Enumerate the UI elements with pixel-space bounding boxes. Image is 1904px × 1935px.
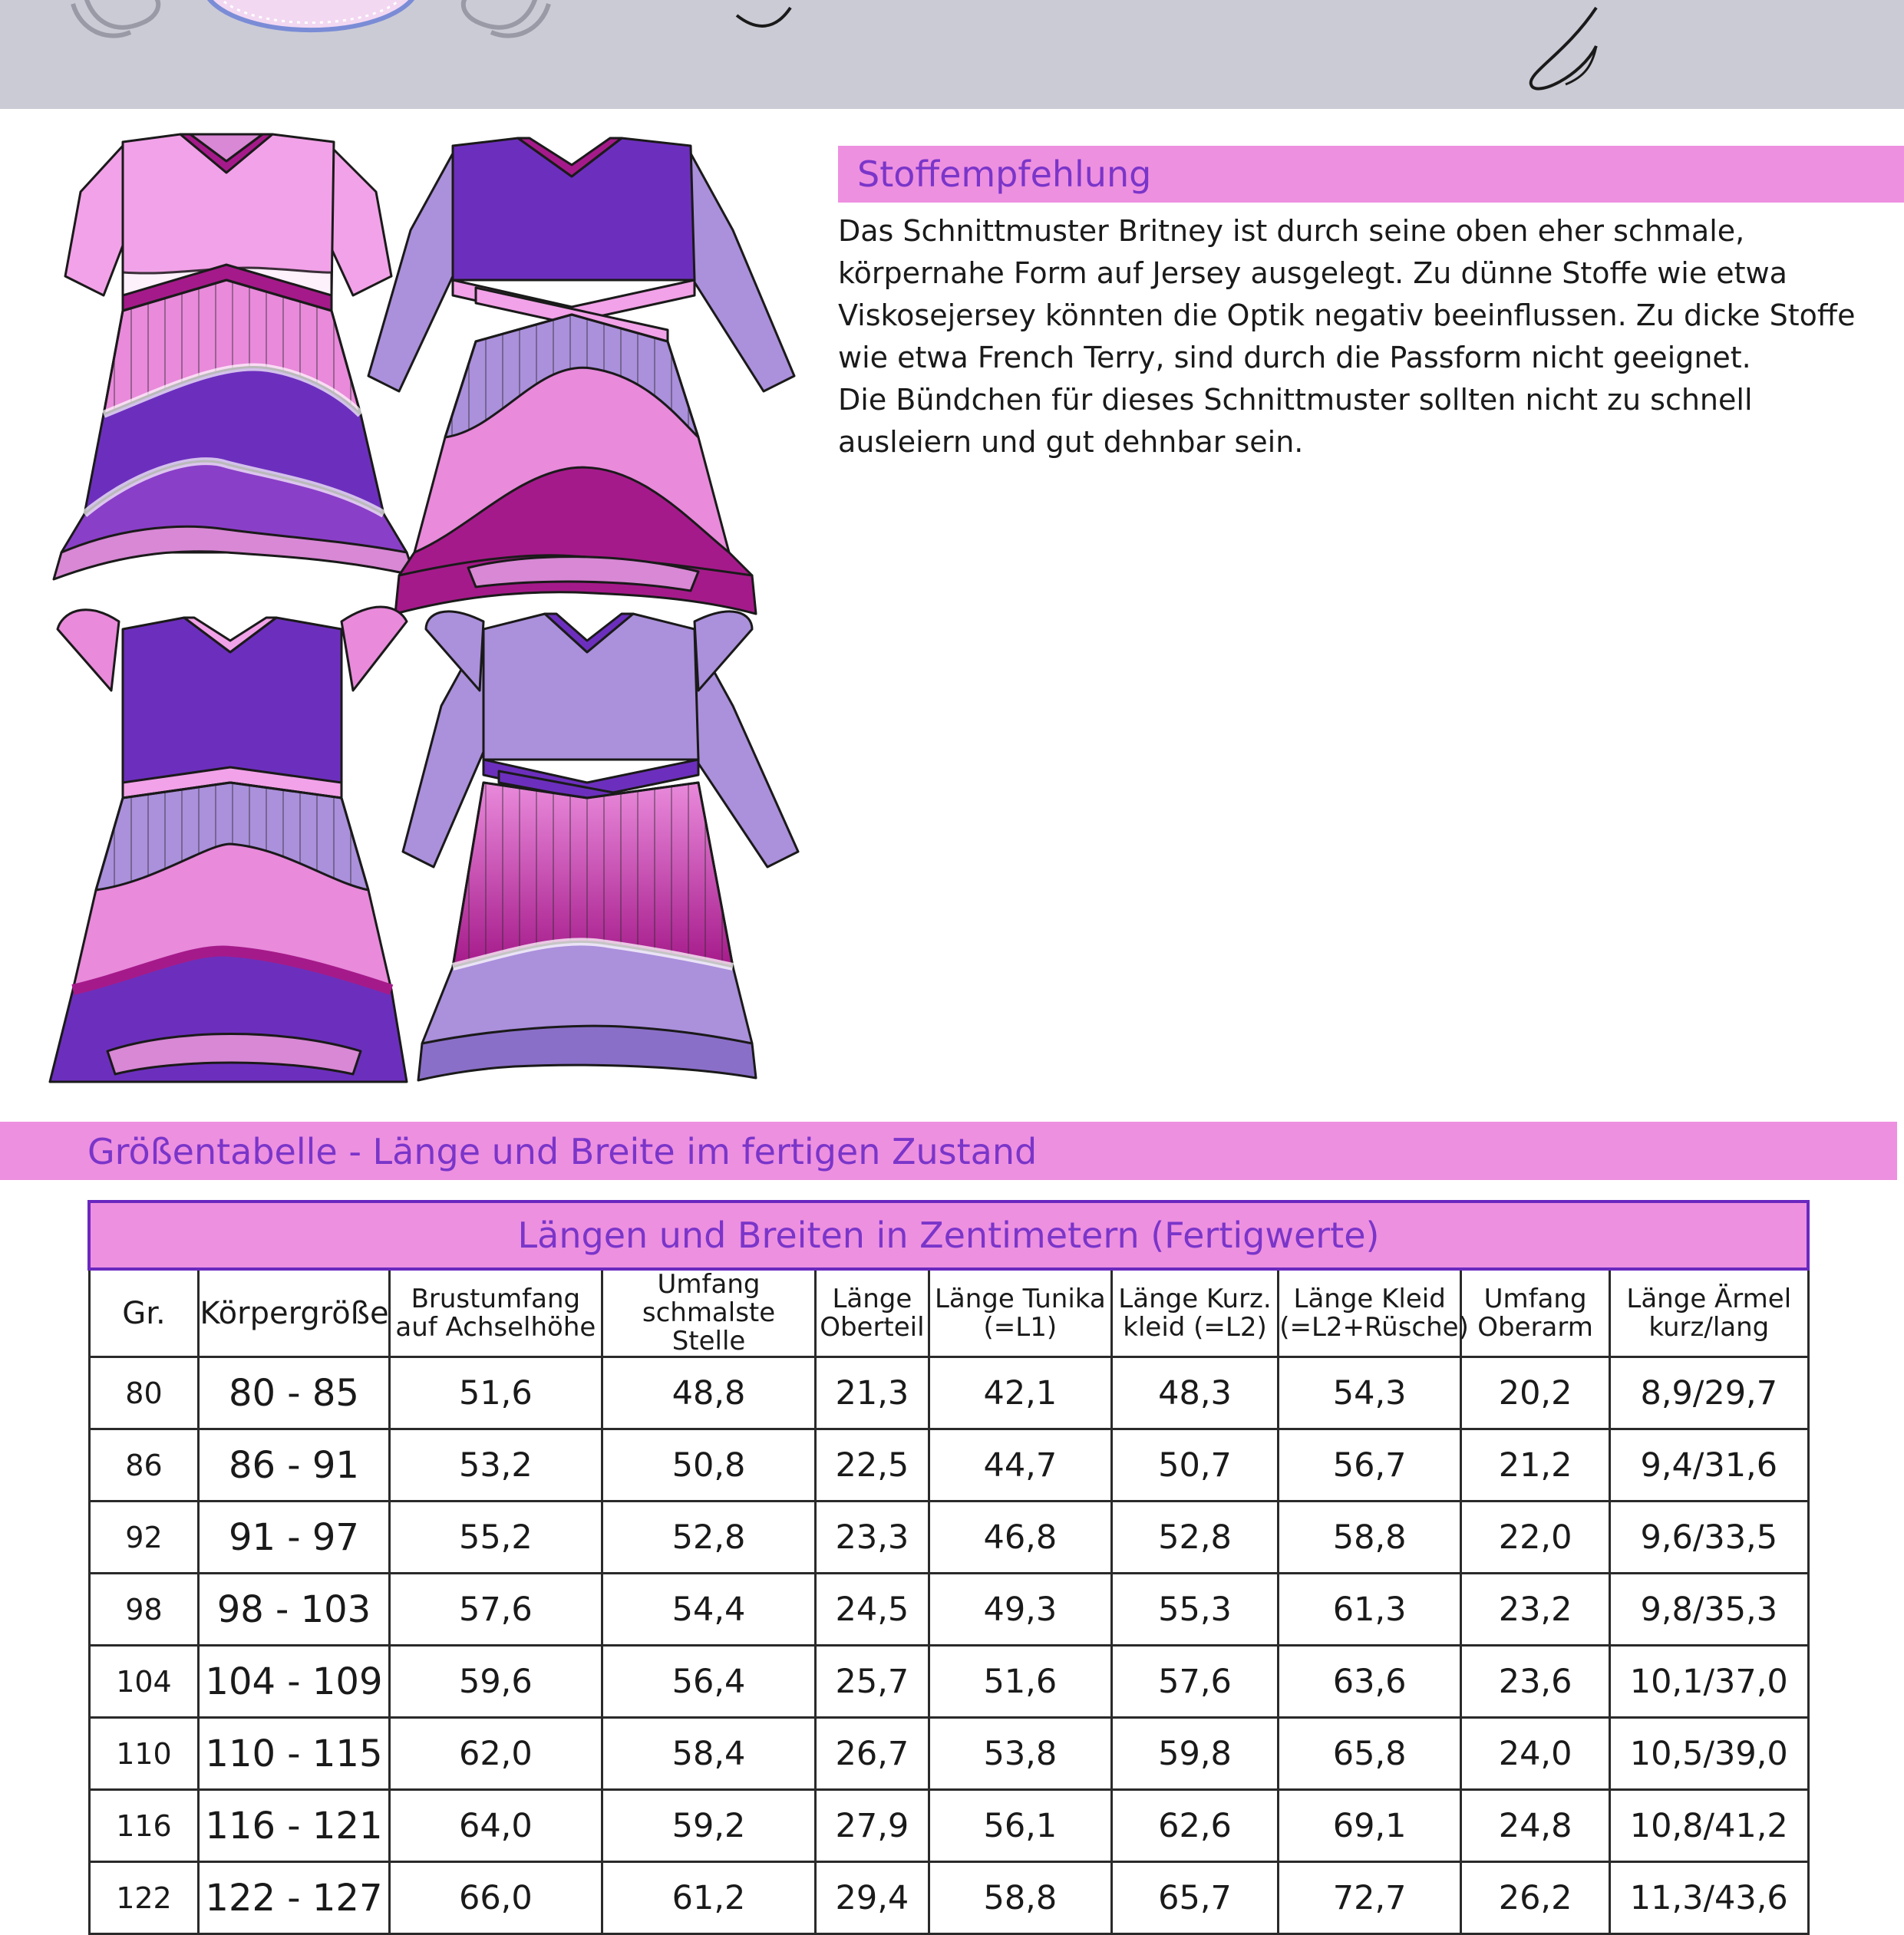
measurement-cell: 55,2 xyxy=(389,1502,602,1574)
size-cell: 92 xyxy=(89,1502,199,1574)
measurement-cell: 44,7 xyxy=(929,1429,1111,1502)
measurement-cell: 54,3 xyxy=(1279,1357,1461,1429)
size-table-caption: Längen und Breiten in Zentimetern (Fertigwerte) xyxy=(89,1202,1808,1269)
measurement-cell: 52,8 xyxy=(1111,1502,1278,1574)
measurement-cell: 42,1 xyxy=(929,1357,1111,1429)
table-row xyxy=(89,1862,1808,1934)
size-table-header-row xyxy=(89,1269,1808,1357)
height-range-cell: 110 - 115 xyxy=(199,1718,389,1790)
measurement-cell: 63,6 xyxy=(1279,1646,1461,1718)
column-header-line: Länge Ärmel xyxy=(1626,1283,1792,1314)
table-row xyxy=(89,1429,1808,1502)
measurement-cell: 56,4 xyxy=(602,1646,816,1718)
measurement-cell: 49,3 xyxy=(929,1574,1111,1646)
column-header-line: Länge Kurz. xyxy=(1118,1283,1272,1314)
column-header xyxy=(929,1269,1111,1357)
column-header-line: schmalste Stelle xyxy=(642,1297,776,1356)
measurement-cell: 10,1/37,0 xyxy=(1610,1646,1808,1718)
height-range-cell: 104 - 109 xyxy=(199,1646,389,1718)
size-cell: 80 xyxy=(89,1357,199,1429)
dress-flutter-long-sleeve xyxy=(403,611,798,1080)
measurement-cell: 24,0 xyxy=(1461,1718,1610,1790)
logo-decoration xyxy=(0,0,1904,109)
measurement-cell: 65,8 xyxy=(1279,1718,1461,1790)
measurement-cell: 8,9/29,7 xyxy=(1610,1357,1808,1429)
measurement-cell: 56,1 xyxy=(929,1790,1111,1862)
column-header xyxy=(1279,1269,1469,1357)
measurement-cell: 25,7 xyxy=(815,1646,929,1718)
table-row xyxy=(89,1574,1808,1646)
column-header-line: Brustumfang xyxy=(411,1283,581,1314)
measurement-cell: 58,8 xyxy=(1279,1502,1461,1574)
measurement-cell: 59,6 xyxy=(389,1646,602,1718)
measurement-cell: 9,4/31,6 xyxy=(1610,1429,1808,1502)
measurement-cell: 62,6 xyxy=(1111,1790,1278,1862)
size-cell: 104 xyxy=(89,1646,199,1718)
column-header-line: Oberarm xyxy=(1477,1311,1593,1343)
column-header xyxy=(1111,1269,1278,1357)
column-header xyxy=(389,1269,602,1357)
measurement-cell: 22,0 xyxy=(1461,1502,1610,1574)
dress-flutter-sleeve xyxy=(50,607,407,1082)
size-cell: 86 xyxy=(89,1429,199,1502)
measurement-cell: 58,4 xyxy=(602,1718,816,1790)
column-header-line: kurz/lang xyxy=(1648,1311,1770,1343)
measurement-cell: 48,3 xyxy=(1111,1357,1278,1429)
measurement-cell: 26,7 xyxy=(815,1718,929,1790)
measurement-cell: 59,8 xyxy=(1111,1718,1278,1790)
height-range-cell: 116 - 121 xyxy=(199,1790,389,1862)
table-row xyxy=(89,1790,1808,1862)
size-cell: 116 xyxy=(89,1790,199,1862)
measurement-cell: 58,8 xyxy=(929,1862,1111,1934)
header-banner xyxy=(0,0,1904,109)
measurement-cell: 52,8 xyxy=(602,1502,816,1574)
column-header-line: Körpergröße xyxy=(200,1295,389,1331)
fabric-paragraph: Das Schnittmuster Britney ist durch seine oben eher schmale, körpernahe Form auf Jersey ausgelegt. Zu dünne Stoffe wie etwa Viskosejersey könnten die Optik negativ beeinflussen. Zu dicke Stoffe wie etwa French Terry, sind durch die Passform nicht geeignet. xyxy=(838,214,1856,374)
measurement-cell: 22,5 xyxy=(815,1429,929,1502)
measurement-cell: 21,3 xyxy=(815,1357,929,1429)
measurement-cell: 66,0 xyxy=(389,1862,602,1934)
size-cell: 110 xyxy=(89,1718,199,1790)
size-table-body xyxy=(89,1357,1808,1934)
column-header-line: Umfang xyxy=(1483,1283,1587,1314)
fabric-section-title: Stoffempfehlung xyxy=(857,153,1152,195)
column-header-line: Länge Kleid xyxy=(1293,1283,1446,1314)
measurement-cell: 57,6 xyxy=(389,1574,602,1646)
size-section-title: Größentabelle - Länge und Breite im fertigen Zustand xyxy=(87,1131,1038,1172)
measurement-cell: 61,3 xyxy=(1279,1574,1461,1646)
measurement-cell: 24,8 xyxy=(1461,1790,1610,1862)
measurement-cell: 9,8/35,3 xyxy=(1610,1574,1808,1646)
measurement-cell: 11,3/43,6 xyxy=(1610,1862,1808,1934)
measurement-cell: 50,8 xyxy=(602,1429,816,1502)
measurement-cell: 64,0 xyxy=(389,1790,602,1862)
column-header-line: Umfang xyxy=(657,1269,761,1300)
measurement-cell: 24,5 xyxy=(815,1574,929,1646)
size-cell: 98 xyxy=(89,1574,199,1646)
measurement-cell: 53,2 xyxy=(389,1429,602,1502)
table-row xyxy=(89,1718,1808,1790)
height-range-cell: 98 - 103 xyxy=(199,1574,389,1646)
measurement-cell: 29,4 xyxy=(815,1862,929,1934)
measurement-cell: 10,8/41,2 xyxy=(1610,1790,1808,1862)
column-header xyxy=(199,1269,389,1357)
column-header-line: Oberteil xyxy=(820,1311,925,1343)
measurement-cell: 51,6 xyxy=(929,1646,1111,1718)
measurement-cell: 62,0 xyxy=(389,1718,602,1790)
measurement-cell: 55,3 xyxy=(1111,1574,1278,1646)
measurement-cell: 51,6 xyxy=(389,1357,602,1429)
measurement-cell: 72,7 xyxy=(1279,1862,1461,1934)
column-header-line: kleid (=L2) xyxy=(1123,1311,1267,1343)
measurement-cell: 23,6 xyxy=(1461,1646,1610,1718)
dress-illustrations xyxy=(38,123,813,1113)
measurement-cell: 26,2 xyxy=(1461,1862,1610,1934)
column-header-line: auf Achselhöhe xyxy=(395,1311,596,1343)
measurement-cell: 65,7 xyxy=(1111,1862,1278,1934)
column-header-line: Gr. xyxy=(122,1295,166,1331)
measurement-cell: 10,5/39,0 xyxy=(1610,1718,1808,1790)
column-header xyxy=(815,1269,929,1357)
measurement-cell: 50,7 xyxy=(1111,1429,1278,1502)
column-header xyxy=(89,1269,199,1357)
size-table xyxy=(87,1200,1810,1935)
measurement-cell: 57,6 xyxy=(1111,1646,1278,1718)
column-header-line: Länge xyxy=(832,1283,912,1314)
measurement-cell: 21,2 xyxy=(1461,1429,1610,1502)
height-range-cell: 91 - 97 xyxy=(199,1502,389,1574)
height-range-cell: 122 - 127 xyxy=(199,1862,389,1934)
measurement-cell: 46,8 xyxy=(929,1502,1111,1574)
measurement-cell: 53,8 xyxy=(929,1718,1111,1790)
measurement-cell: 27,9 xyxy=(815,1790,929,1862)
table-row xyxy=(89,1646,1808,1718)
column-header xyxy=(1461,1269,1610,1357)
measurement-cell: 9,6/33,5 xyxy=(1610,1502,1808,1574)
fabric-paragraph: Die Bündchen für dieses Schnittmuster sollten nicht zu schnell ausleiern und gut dehnbar sein. xyxy=(838,383,1753,459)
measurement-cell: 23,2 xyxy=(1461,1574,1610,1646)
measurement-cell: 23,3 xyxy=(815,1502,929,1574)
measurement-cell: 20,2 xyxy=(1461,1357,1610,1429)
table-row xyxy=(89,1502,1808,1574)
height-range-cell: 86 - 91 xyxy=(199,1429,389,1502)
table-row xyxy=(89,1357,1808,1429)
column-header-line: (=L2+Rüsche) xyxy=(1279,1311,1469,1343)
column-header xyxy=(1610,1269,1808,1357)
column-header-line: Länge Tunika xyxy=(934,1283,1106,1314)
dress-short-sleeve xyxy=(54,134,414,579)
size-cell: 122 xyxy=(89,1862,199,1934)
measurement-cell: 48,8 xyxy=(602,1357,816,1429)
column-header-line: (=L1) xyxy=(983,1311,1058,1343)
fabric-recommendation-text xyxy=(838,210,1882,463)
column-header xyxy=(602,1269,816,1357)
measurement-cell: 59,2 xyxy=(602,1790,816,1862)
dress-long-sleeve xyxy=(368,138,794,614)
measurement-cell: 69,1 xyxy=(1279,1790,1461,1862)
measurement-cell: 56,7 xyxy=(1279,1429,1461,1502)
measurement-cell: 54,4 xyxy=(602,1574,816,1646)
measurement-cell: 61,2 xyxy=(602,1862,816,1934)
height-range-cell: 80 - 85 xyxy=(199,1357,389,1429)
